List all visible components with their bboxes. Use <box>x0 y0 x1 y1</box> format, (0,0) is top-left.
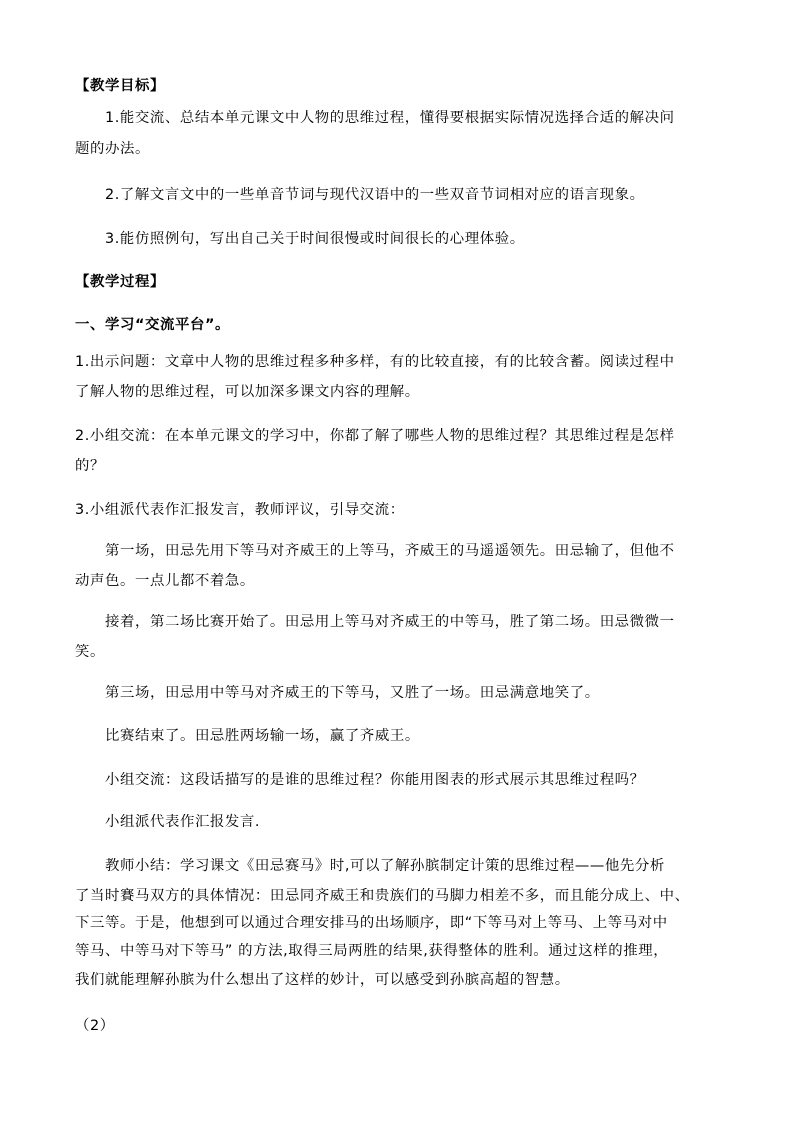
step-1-line-2: 了解人物的思维过程，可以加深多课文内容的理解。 <box>75 384 420 400</box>
goal-2: 2.了解文言文中的一些单音节词与现代汉语中的一些双音节词相对应的语言现象。 <box>105 187 645 203</box>
process-heading: 【教学过程】 <box>75 274 165 290</box>
step-3: 3.小组派代表作汇报发言，教师评议，引导交流： <box>75 502 405 518</box>
summary-line-4: 等马、中等马对下等马” 的方法,取得三局两胜的结果,获得整体的胜利。通过这样的推理， <box>75 943 669 959</box>
para-1-line-2: 动声色。一点儿都不着急。 <box>75 573 255 589</box>
para-2-line-1: 接着，第二场比赛开始了。田忌用上等马对齐威王的中等马，胜了第二场。田忌微微一 <box>105 614 675 630</box>
step-1-line-1: 1.出示问题：文章中人物的思维过程多种多样，有的比较直接，有的比较含蓄。阅读过程中 <box>75 354 675 370</box>
summary-line-1: 教师小结：学习课文《田忌赛马》时,可以了解孙膑制定计策的思维过程——他先分析 <box>105 858 665 874</box>
section-1-heading: 一、学习“交流平台”。 <box>75 317 231 333</box>
footer-marker: （2） <box>75 1018 115 1034</box>
step-2-line-2: 的？ <box>75 458 105 474</box>
para-6: 小组派代表作汇报发言. <box>105 814 261 830</box>
goal-3: 3.能仿照例句，写出自己关于时间很慢或时间很长的心理体验。 <box>105 231 525 247</box>
para-2-line-2: 笑。 <box>75 644 105 660</box>
step-2-line-1: 2.小组交流：在本单元课文的学习中，你都了解了哪些人物的思维过程？其思维过程是怎样 <box>75 428 675 444</box>
goal-1-line-1: 1.能交流、总结本单元课文中人物的思维过程，懂得要根据实际情况选择合适的解决问 <box>105 110 675 126</box>
para-4: 比赛结束了。田忌胜两场输一场，赢了齐威王。 <box>105 728 420 744</box>
para-1-line-1: 第一场，田忌先用下等马对齐威王的上等马，齐威王的马遥遥领先。田忌输了，但他不 <box>105 543 675 559</box>
para-5: 小组交流：这段话描写的是谁的思维过程？你能用图表的形式展示其思维过程吗？ <box>105 772 645 788</box>
summary-line-5: 我们就能理解孙膑为什么想出了这样的妙计，可以感受到孙膑高超的智慧。 <box>75 972 570 988</box>
goals-heading: 【教学目标】 <box>75 78 165 94</box>
summary-line-2: 了当时賽马双方的具体情况：田忌同齐威王和贵族们的马脚力相差不多，而且能分成上、中、 <box>75 888 690 904</box>
goal-1-line-2: 题的办法。 <box>75 141 150 157</box>
para-3: 第三场，田忌用中等马对齐威王的下等马，又胜了一场。田忌满意地笑了。 <box>105 685 600 701</box>
summary-line-3: 下三等。于是，他想到可以通过合理安排马的出场顺序，即“下等马对上等马、上等马对中 <box>75 915 668 931</box>
